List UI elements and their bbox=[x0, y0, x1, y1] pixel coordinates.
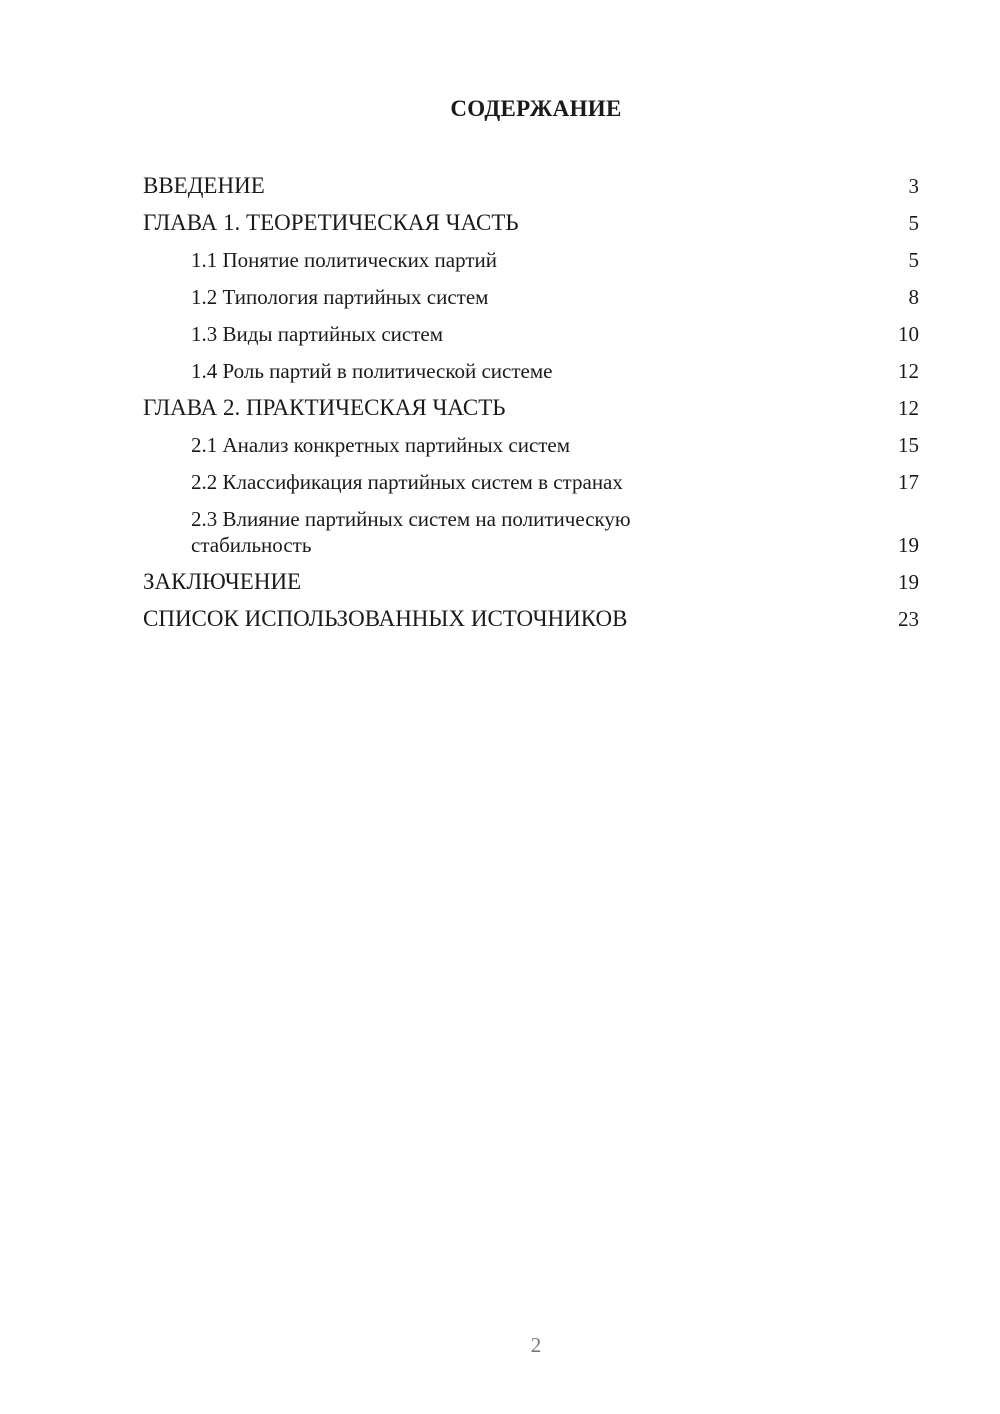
toc-entry-text: 1.4 Роль партий в политической системе bbox=[191, 359, 553, 383]
toc-entry-text: ЗАКЛЮЧЕНИЕ bbox=[143, 569, 302, 594]
table-of-contents bbox=[143, 166, 919, 636]
toc-entry-page: 23 bbox=[898, 607, 919, 631]
toc-entry-page: 5 bbox=[908, 211, 919, 235]
toc-entry-text: 2.3 Влияние партийных систем на политическую стабильность bbox=[191, 507, 631, 557]
toc-entry-conclusion[interactable] bbox=[143, 562, 919, 599]
toc-entry-page: 19 bbox=[898, 533, 919, 557]
toc-entry-text: ВВЕДЕНИЕ bbox=[143, 173, 265, 198]
toc-entry-page: 12 bbox=[898, 396, 919, 420]
toc-entry-page: 19 bbox=[898, 570, 919, 594]
toc-entry-introduction[interactable] bbox=[143, 166, 919, 203]
page-number: 2 bbox=[530, 1333, 542, 1357]
toc-entry-section-2-2[interactable] bbox=[143, 462, 919, 499]
toc-entry-text: 1.1 Понятие политических партий bbox=[191, 248, 497, 272]
toc-entry-text: ГЛАВА 1. ТЕОРЕТИЧЕСКАЯ ЧАСТЬ bbox=[143, 210, 519, 235]
toc-title: СОДЕРЖАНИЕ bbox=[450, 96, 622, 121]
toc-entry-page: 15 bbox=[898, 433, 919, 457]
toc-entry-page: 10 bbox=[898, 322, 919, 346]
toc-entry-references[interactable] bbox=[143, 599, 919, 636]
toc-entry-page: 17 bbox=[898, 470, 919, 494]
toc-entry-page: 12 bbox=[898, 359, 919, 383]
toc-entry-chapter-1[interactable] bbox=[143, 203, 919, 240]
toc-entry-section-2-3[interactable] bbox=[143, 499, 919, 562]
toc-entry-page: 3 bbox=[908, 174, 919, 198]
toc-entry-text: ГЛАВА 2. ПРАКТИЧЕСКАЯ ЧАСТЬ bbox=[143, 395, 506, 420]
toc-entry-section-2-1[interactable] bbox=[143, 425, 919, 462]
toc-entry-section-1-1[interactable] bbox=[143, 240, 919, 277]
toc-entry-page: 5 bbox=[908, 248, 919, 272]
toc-entry-section-1-3[interactable] bbox=[143, 314, 919, 351]
toc-entry-text: 2.2 Классификация партийных систем в странах bbox=[191, 470, 623, 494]
toc-entry-page: 8 bbox=[908, 285, 919, 309]
toc-entry-text: 2.1 Анализ конкретных партийных систем bbox=[191, 433, 571, 457]
toc-entry-text: 1.2 Типология партийных систем bbox=[191, 285, 489, 309]
toc-entry-section-1-4[interactable] bbox=[143, 351, 919, 388]
toc-entry-chapter-2[interactable] bbox=[143, 388, 919, 425]
toc-entry-text: СПИСОК ИСПОЛЬЗОВАННЫХ ИСТОЧНИКОВ bbox=[143, 606, 628, 631]
toc-entry-text: 1.3 Виды партийных систем bbox=[191, 322, 443, 346]
toc-entry-section-1-2[interactable] bbox=[143, 277, 919, 314]
